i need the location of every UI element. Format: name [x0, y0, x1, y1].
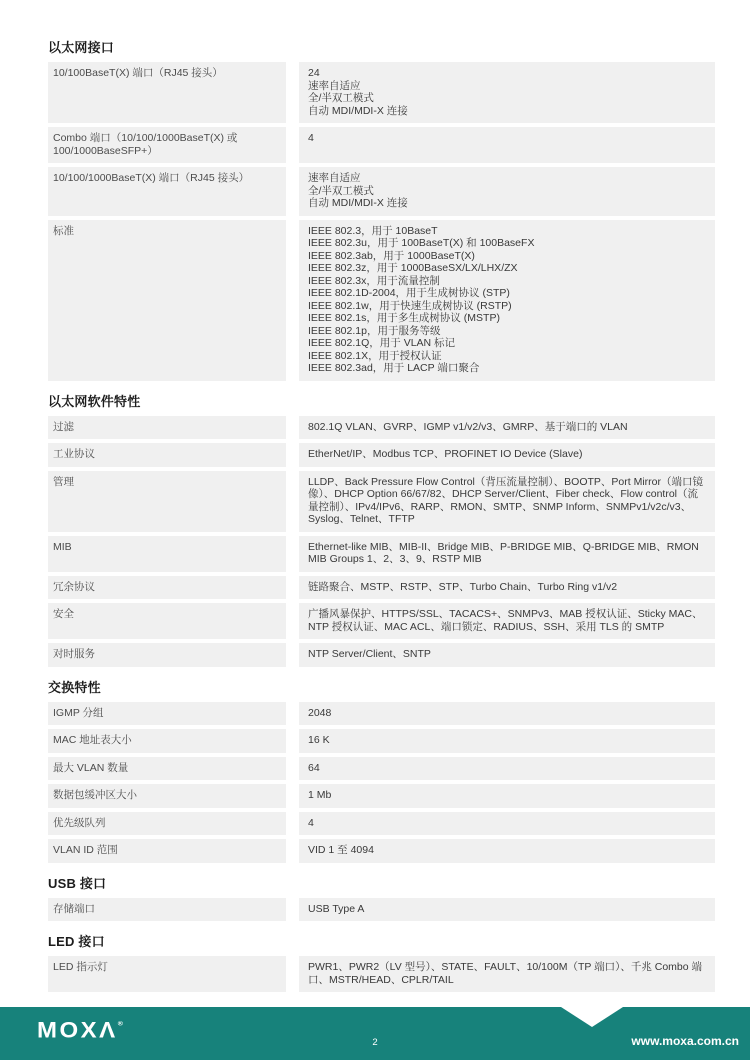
section-title: 交换特性: [48, 679, 101, 695]
value-line: IEEE 802.1s，用于多生成树协议 (MSTP): [308, 312, 500, 324]
row-label: Combo 端口（10/100/1000BaseT(X) 或 100/1000BaseSFP+）: [48, 127, 286, 163]
value-line: EtherNet/IP、Modbus TCP、PROFINET IO Device (Slave): [308, 448, 583, 460]
footer-notch-icon: [561, 1007, 623, 1027]
row-label: 安全: [48, 603, 286, 639]
value-line: NTP Server/Client、SNTP: [308, 648, 431, 660]
page-number: 2: [372, 1037, 378, 1048]
row-label: 10/100BaseT(X) 端口（RJ45 接头）: [48, 62, 286, 123]
section-title: USB 接口: [48, 875, 107, 891]
value-line: PWR1、PWR2（LV 型号）、STATE、FAULT、10/100M（TP 端口）、千兆 Combo 端口、MSTR/HEAD、CPLR/TAIL: [308, 961, 703, 986]
row-label: LED 指示灯: [48, 956, 286, 992]
value-line: 802.1Q VLAN、GVRP、IGMP v1/v2/v3、GMRP、基于端口的 VLAN: [308, 420, 628, 433]
spec-row: [48, 167, 715, 216]
value-line: IEEE 802.1D-2004，用于生成树协议 (STP): [308, 287, 510, 299]
value-line: 广播风暴保护、HTTPS/SSL、TACACS+、SNMPv3、MAB 授权认证、Sticky MAC、NTP 授权认证、MAC ACL、端口锁定、RADIUS、SSH、采用 TLS 的 SMTP: [308, 608, 703, 633]
row-label: 10/100/1000BaseT(X) 端口（RJ45 接头）: [48, 167, 286, 216]
row-value: [299, 757, 715, 781]
row-label: 存储端口: [48, 898, 286, 922]
row-value: [299, 898, 715, 922]
row-label: IGMP 分组: [48, 702, 286, 726]
spec-row: [48, 839, 715, 863]
row-value: [299, 443, 715, 467]
value-line: LLDP、Back Pressure Flow Control（背压流量控制）、BOOTP、Port Mirror（端口镜像）、DHCP Option 66/67/82、DHCP Server/Client、Fiber check、Flow control（流量控制）、IPv4/IPv6、RARP、RMON、SMTP、SNMP Inform、SNMPv1/v2c/v3、Syslog、Telnet、TFTP: [308, 475, 703, 525]
row-value: [299, 471, 715, 532]
spec-row: [48, 443, 715, 467]
spec-section: [48, 394, 715, 667]
spec-row: [48, 536, 715, 572]
value-line: IEEE 802.1p，用于服务等级: [308, 324, 441, 337]
value-line: 链路聚合、MSTP、RSTP、STP、Turbo Chain、Turbo Ring v1/v2: [308, 580, 618, 593]
spec-section: [48, 680, 715, 863]
row-value: [299, 784, 715, 808]
row-label: MIB: [48, 536, 286, 572]
row-label: 优先级队列: [48, 812, 286, 836]
spec-row: [48, 603, 715, 639]
row-value: [299, 536, 715, 572]
value-line: IEEE 802.3ad，用于 LACP 端口聚合: [308, 362, 480, 374]
value-line: 24: [308, 67, 320, 79]
value-line: 速率自适应: [308, 172, 361, 184]
row-label: MAC 地址表大小: [48, 729, 286, 753]
row-label: VLAN ID 范围: [48, 839, 286, 863]
section-title: 以太网接口: [48, 40, 115, 55]
spec-row: [48, 576, 715, 600]
value-line: 速率自适应: [308, 79, 361, 92]
row-value: [299, 702, 715, 726]
value-line: IEEE 802.3x，用于流量控制: [308, 274, 440, 287]
row-value: [299, 643, 715, 667]
value-line: IEEE 802.1w，用于快速生成树协议 (RSTP): [308, 299, 512, 312]
row-label: 数据包缓冲区大小: [48, 784, 286, 808]
spec-row: [48, 702, 715, 726]
spec-row: [48, 643, 715, 667]
moxa-logo-text: MOXΛ: [37, 1018, 118, 1043]
row-label: 管理: [48, 471, 286, 532]
value-line: 4: [308, 132, 314, 144]
value-line: 自动 MDI/MDI-X 连接: [308, 197, 408, 209]
row-value: [299, 839, 715, 863]
page-footer: [0, 1007, 750, 1060]
spec-row: [48, 220, 715, 381]
value-line: IEEE 802.3u，用于 100BaseT(X) 和 100BaseFX: [308, 237, 535, 249]
row-label: 对时服务: [48, 643, 286, 667]
value-line: 1 Mb: [308, 789, 332, 801]
value-line: USB Type A: [308, 902, 365, 915]
value-line: 全/半双工模式: [308, 184, 374, 197]
spec-row: [48, 127, 715, 163]
value-line: IEEE 802.3z，用于 1000BaseSX/LX/LHX/ZX: [308, 262, 518, 274]
spec-row: [48, 62, 715, 123]
value-line: Ethernet-like MIB、MIB-II、Bridge MIB、P-BRIDGE MIB、Q-BRIDGE MIB、RMON MIB Groups 1、2、3、9、RSTP MIB: [308, 540, 699, 565]
value-line: VID 1 至 4094: [308, 844, 374, 856]
row-value: [299, 729, 715, 753]
website-link[interactable]: www.moxa.com.cn: [631, 1034, 739, 1048]
row-value: [299, 603, 715, 639]
section-title: 以太网软件特性: [48, 393, 141, 409]
spec-row: [48, 784, 715, 808]
spec-row: [48, 416, 715, 440]
spec-section: [48, 40, 715, 381]
spec-row: [48, 757, 715, 781]
value-line: IEEE 802.1Q，用于 VLAN 标记: [308, 337, 456, 349]
row-label: 工业协议: [48, 443, 286, 467]
spec-row: [48, 471, 715, 532]
value-line: IEEE 802.3ab，用于 1000BaseT(X): [308, 249, 475, 262]
value-line: IEEE 802.1X，用于授权认证: [308, 349, 442, 362]
value-line: 自动 MDI/MDI-X 连接: [308, 104, 408, 117]
spec-section: [48, 934, 715, 992]
spec-row: [48, 898, 715, 922]
row-value: [299, 812, 715, 836]
value-line: 4: [308, 816, 314, 829]
row-value: [299, 416, 715, 440]
spec-content: [48, 40, 715, 996]
row-label: 冗余协议: [48, 576, 286, 600]
registered-mark-icon: ®: [117, 1020, 123, 1028]
row-value: [299, 167, 715, 216]
spec-section: [48, 876, 715, 922]
spec-row: [48, 729, 715, 753]
value-line: 全/半双工模式: [308, 92, 374, 104]
row-label: 标准: [48, 220, 286, 381]
row-value: [299, 62, 715, 123]
value-line: 64: [308, 761, 320, 774]
spec-row: [48, 956, 715, 992]
row-label: 过滤: [48, 416, 286, 440]
row-value: [299, 576, 715, 600]
section-title: LED 接口: [48, 934, 105, 949]
value-line: 2048: [308, 706, 332, 719]
row-value: [299, 220, 715, 381]
value-line: IEEE 802.3，用于 10BaseT: [308, 224, 438, 237]
row-value: [299, 127, 715, 163]
row-value: [299, 956, 715, 992]
value-line: 16 K: [308, 734, 330, 746]
spec-row: [48, 812, 715, 836]
row-label: 最大 VLAN 数量: [48, 757, 286, 781]
